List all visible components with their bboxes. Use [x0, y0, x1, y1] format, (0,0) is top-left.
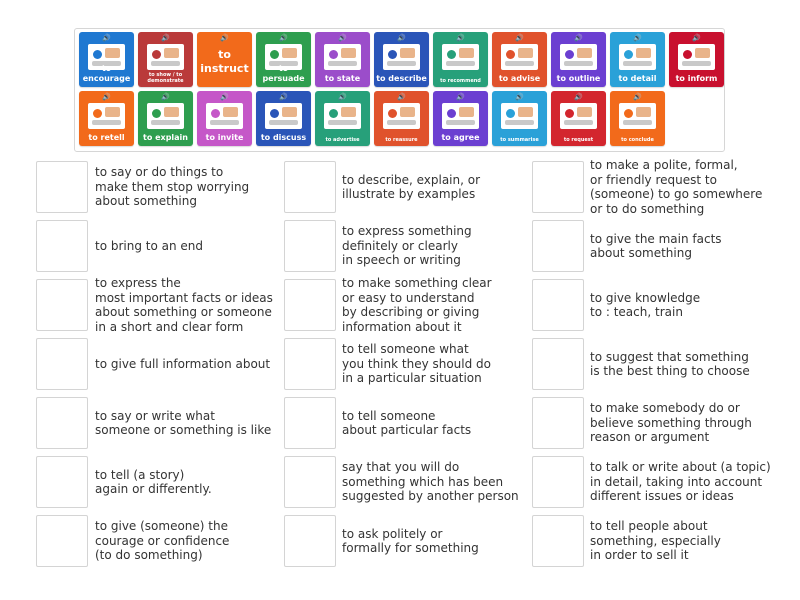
answer-tile[interactable]: [374, 32, 429, 87]
answer-tile-label: to detail: [618, 74, 657, 83]
drop-slot[interactable]: [532, 397, 584, 449]
answer-tile-label: to agree: [441, 133, 480, 142]
answer-tile[interactable]: [256, 91, 311, 146]
drop-slot[interactable]: [532, 279, 584, 331]
answer-tile-label: to state: [324, 74, 361, 83]
illustration-image: [324, 44, 361, 70]
answer-tile-label: to encourage: [82, 64, 131, 83]
illustration-image: [383, 44, 420, 70]
definition-text: to say or do things to make them stop worrying about something: [95, 165, 250, 209]
drop-slot[interactable]: [532, 456, 584, 508]
illustration-image: [560, 103, 597, 129]
illustration-image: [442, 44, 479, 70]
illustration-image: [206, 103, 243, 129]
drop-slot[interactable]: [532, 338, 584, 390]
speaker-icon[interactable]: 🔊: [515, 93, 524, 101]
speaker-icon[interactable]: 🔊: [515, 34, 524, 42]
definition-text: to make something clear or easy to understand by describing or giving information about it: [342, 276, 492, 334]
answer-tile[interactable]: [315, 91, 370, 146]
illustration-image: [619, 44, 656, 70]
speaker-icon[interactable]: 🔊: [456, 93, 465, 101]
definition-text: to say or write what someone or something is like: [95, 408, 272, 437]
answer-tile[interactable]: [492, 91, 547, 146]
drop-slot[interactable]: [532, 220, 584, 272]
illustration-image: [147, 44, 184, 70]
definition-text: to bring to an end: [95, 238, 204, 253]
answer-tile-label: to explain: [143, 133, 188, 142]
answer-tile[interactable]: [669, 32, 724, 87]
illustration-image: [383, 103, 420, 129]
answer-tile-label: to inform: [675, 74, 718, 83]
definition-text: to give knowledge to : teach, train: [590, 290, 701, 319]
answer-tile-label: to advertise: [325, 137, 360, 143]
answer-tile[interactable]: [551, 91, 606, 146]
answer-tile[interactable]: [610, 91, 665, 146]
definition-text: to make somebody do or believe something through reason or argument: [590, 401, 752, 445]
answer-tile[interactable]: [197, 91, 252, 146]
drop-slot[interactable]: [36, 279, 88, 331]
illustration-image: [324, 103, 361, 129]
definition-text: to express the most important facts or ideas about something or someone in a short and clear form: [95, 276, 273, 334]
definition-text: to tell people about something, especially in order to sell it: [590, 519, 721, 563]
speaker-icon[interactable]: 🔊: [574, 93, 583, 101]
speaker-icon[interactable]: 🔊: [397, 34, 406, 42]
speaker-icon[interactable]: 🔊: [456, 34, 465, 42]
speaker-icon[interactable]: 🔊: [102, 93, 111, 101]
answer-tile[interactable]: [256, 32, 311, 87]
drop-slot[interactable]: [284, 338, 336, 390]
illustration-image: [619, 103, 656, 129]
answer-tile-label: to recommend: [440, 78, 481, 84]
drop-slot[interactable]: [284, 515, 336, 567]
answer-tile[interactable]: [551, 32, 606, 87]
speaker-icon[interactable]: 🔊: [633, 93, 642, 101]
drop-slot[interactable]: [284, 279, 336, 331]
definition-text: to tell someone about particular facts: [342, 408, 472, 437]
answer-tile-label: to retell: [88, 133, 125, 142]
definition-text: to tell (a story) again or differently.: [95, 467, 212, 496]
answer-tile[interactable]: [315, 32, 370, 87]
drop-slot[interactable]: [36, 338, 88, 390]
drop-slot[interactable]: [36, 397, 88, 449]
answer-tile[interactable]: [374, 91, 429, 146]
illustration-image: [560, 44, 597, 70]
drop-slot[interactable]: [532, 161, 584, 213]
answer-tile-label: to discuss: [260, 133, 307, 142]
drop-slot[interactable]: [284, 161, 336, 213]
answer-tile-label: to describe: [376, 74, 427, 83]
speaker-icon[interactable]: 🔊: [279, 93, 288, 101]
definition-text: to give full information about: [95, 356, 271, 371]
speaker-icon[interactable]: 🔊: [397, 93, 406, 101]
definition-text: to express something definitely or clearly in speech or writing: [342, 224, 472, 268]
speaker-icon[interactable]: 🔊: [574, 34, 583, 42]
answer-tile[interactable]: [79, 32, 134, 87]
answer-tile-label: to outline: [556, 74, 601, 83]
illustration-image: [678, 44, 715, 70]
speaker-icon[interactable]: 🔊: [692, 34, 701, 42]
drop-slot[interactable]: [532, 515, 584, 567]
speaker-icon[interactable]: 🔊: [102, 34, 111, 42]
answer-tile[interactable]: [433, 91, 488, 146]
answer-tile-label: to advise: [498, 74, 541, 83]
drop-slot[interactable]: [36, 220, 88, 272]
speaker-icon[interactable]: 🔊: [161, 34, 170, 42]
answer-tile-label: to conclude: [621, 137, 654, 143]
illustration-image: [501, 44, 538, 70]
answer-tile-label: to summarise: [500, 137, 539, 143]
drop-slot[interactable]: [284, 397, 336, 449]
answer-tiles-tray: [74, 28, 725, 152]
illustration-image: [442, 103, 479, 129]
speaker-icon[interactable]: 🔊: [220, 93, 229, 101]
answer-tile-label: to instruct: [200, 48, 249, 75]
answer-tile[interactable]: [197, 32, 252, 87]
speaker-icon[interactable]: 🔊: [633, 34, 642, 42]
answer-tile[interactable]: [492, 32, 547, 87]
answer-tile[interactable]: [138, 91, 193, 146]
speaker-icon[interactable]: 🔊: [220, 34, 229, 42]
speaker-icon[interactable]: 🔊: [279, 34, 288, 42]
illustration-image: [501, 103, 538, 129]
speaker-icon[interactable]: 🔊: [338, 93, 347, 101]
answer-tile-label: to persuade: [262, 64, 305, 83]
definition-text: to make a polite, formal, or friendly request to (someone) to go somewhere or to do something: [590, 158, 763, 216]
speaker-icon[interactable]: 🔊: [338, 34, 347, 42]
answer-tile-label: to show / to demonstrate: [147, 72, 184, 84]
definition-text: to talk or write about (a topic) in detail, taking into account different issues or ideas: [590, 460, 771, 504]
drop-slot[interactable]: [36, 515, 88, 567]
definition-text: to give (someone) the courage or confidence (to do something): [95, 519, 230, 563]
definition-text: to ask politely or formally for something: [342, 526, 479, 555]
answer-tile[interactable]: [433, 32, 488, 87]
illustration-image: [147, 103, 184, 129]
answer-tile-label: to reassure: [385, 137, 418, 143]
answer-tile[interactable]: [610, 32, 665, 87]
illustration-image: [265, 103, 302, 129]
definition-text: to give the main facts about something: [590, 231, 722, 260]
definition-text: to suggest that something is the best thing to choose: [590, 349, 750, 378]
definition-text: say that you will do something which has been suggested by another person: [342, 460, 519, 504]
drop-slot[interactable]: [36, 161, 88, 213]
answer-tile[interactable]: [138, 32, 193, 87]
drop-slot[interactable]: [284, 220, 336, 272]
definition-text: to describe, explain, or illustrate by examples: [342, 172, 481, 201]
answer-tile[interactable]: [79, 91, 134, 146]
definition-text: to tell someone what you think they should do in a particular situation: [342, 342, 492, 386]
answer-tile-label: to invite: [205, 133, 244, 142]
illustration-image: [88, 103, 125, 129]
speaker-icon[interactable]: 🔊: [161, 93, 170, 101]
answer-tile-label: to request: [563, 137, 594, 143]
drop-slot[interactable]: [284, 456, 336, 508]
drop-slot[interactable]: [36, 456, 88, 508]
